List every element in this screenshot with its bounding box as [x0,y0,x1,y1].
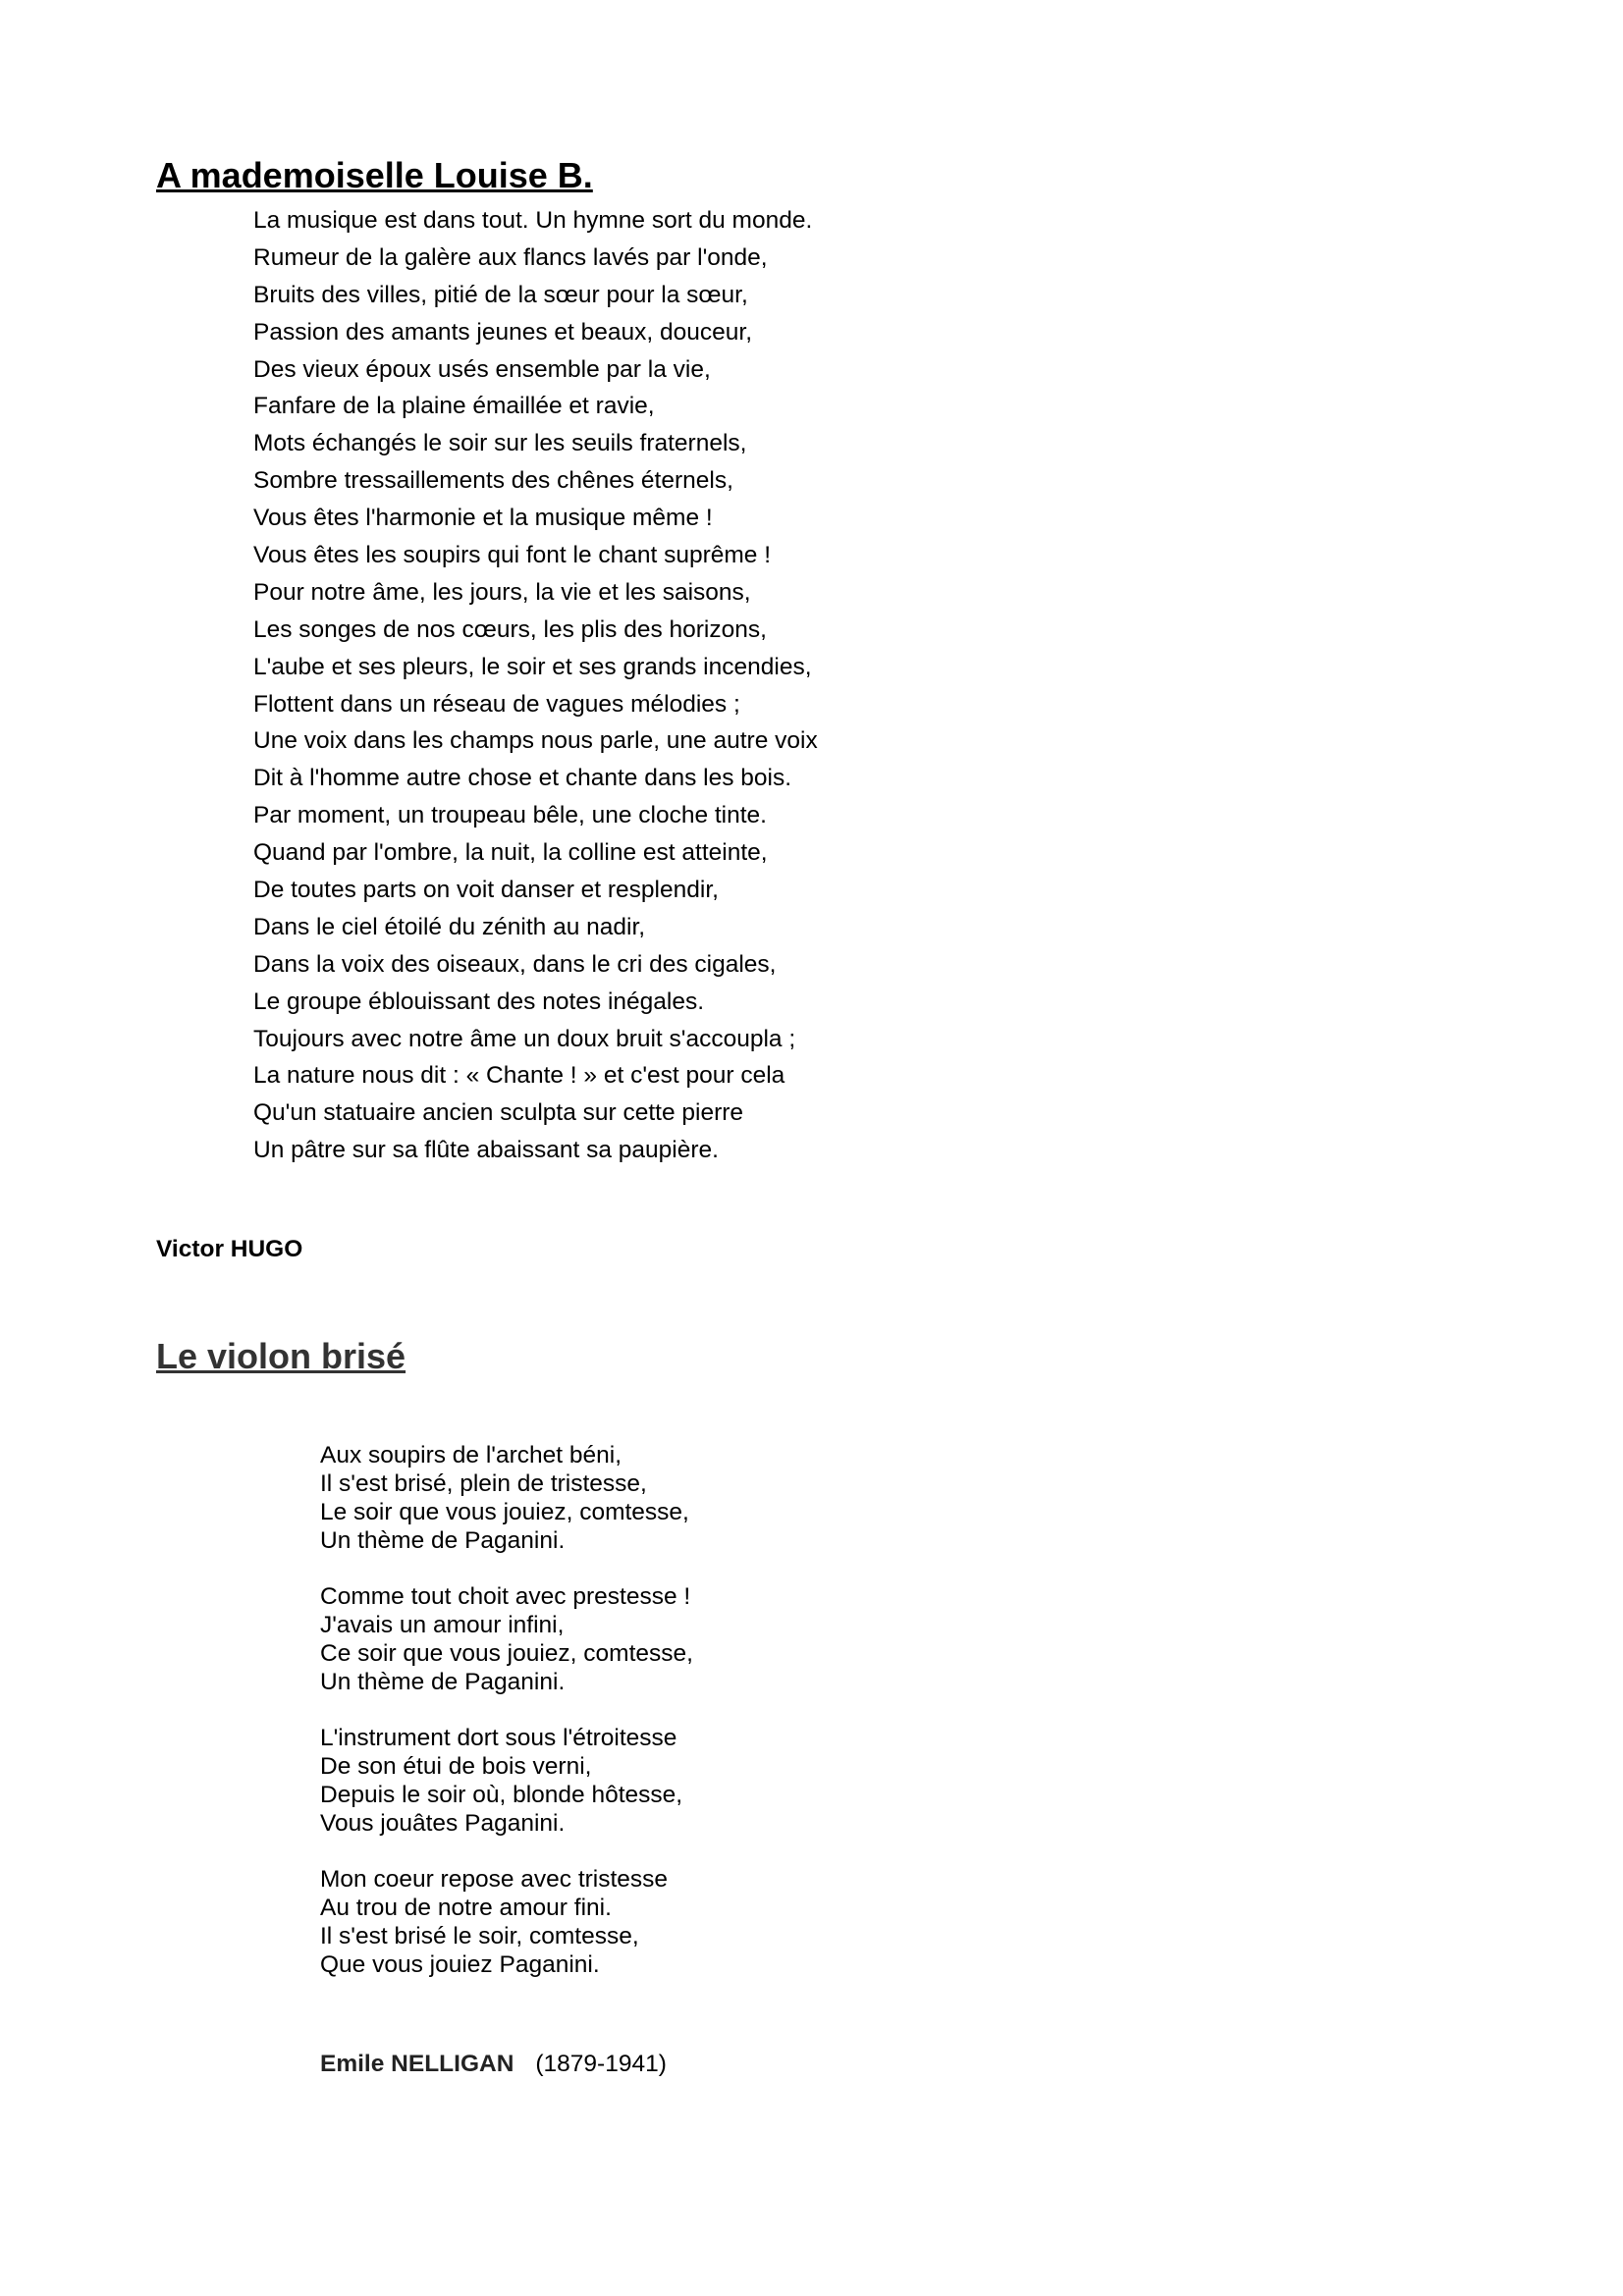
poem-line: Vous jouâtes Paganini. [320,1810,566,1837]
poem-line: Qu'un statuaire ancien sculpta sur cette pierre [253,1099,744,1127]
poem-line: Depuis le soir où, blonde hôtesse, [320,1782,683,1808]
poem-title-louise: A mademoiselle Louise B. [156,155,593,195]
poem-line: Mon coeur repose avec tristesse [320,1866,669,1893]
poem-author-nelligan [320,2050,667,2079]
poem-line: Dit à l'homme autre chose et chante dans les bois. [253,765,792,792]
poem-line: De toutes parts on voit danser et resplendir, [253,877,719,904]
poem-line: La nature nous dit : « Chante ! » et c'est pour cela [253,1062,785,1090]
stanza [320,1441,693,1555]
poem-line: Fanfare de la plaine émaillée et ravie, [253,393,655,420]
poem-line: L'aube et ses pleurs, le soir et ses grands incendies, [253,653,812,680]
poem-line: Toujours avec notre âme un doux bruit s'accoupla ; [253,1025,796,1052]
author-dates: (1879-1941) [535,2051,667,2077]
poem-line: Pour notre âme, les jours, la vie et les saisons, [253,578,751,606]
poem-line: Le groupe éblouissant des notes inégales. [253,988,705,1015]
poem-body-louise [253,202,818,1169]
poem-line: Comme tout choit avec prestesse ! [320,1583,691,1610]
poem-line: Dans la voix des oiseaux, dans le cri des cigales, [253,950,777,978]
poem-line: La musique est dans tout. Un hymne sort du monde. [253,207,813,234]
poem-line: Vous êtes l'harmonie et la musique même ! [253,505,713,532]
poem-line: Mots échangés le soir sur les seuils fraternels, [253,430,747,457]
poem-line: Ce soir que vous jouiez, comtesse, [320,1640,693,1667]
poem-line: Au trou de notre amour fini. [320,1895,612,1921]
poem-title-violon: Le violon brisé [156,1336,406,1376]
author-name: Emile NELLIGAN [320,2051,514,2077]
poem-line: Sombre tressaillements des chênes éternels, [253,467,733,495]
poem-line: Une voix dans les champs nous parle, une autre voix [253,727,818,755]
poem-line: Les songes de nos cœurs, les plis des horizons, [253,615,767,643]
poem-line: Un pâtre sur sa flûte abaissant sa paupière. [253,1137,719,1164]
poem-line: Passion des amants jeunes et beaux, douceur, [253,318,753,346]
poem-line: De son étui de bois verni, [320,1753,592,1780]
poem-line: Bruits des villes, pitié de la sœur pour la sœur, [253,281,748,308]
poem-line: Un thème de Paganini. [320,1527,566,1554]
stanza [320,1724,693,1838]
poem-line: Rumeur de la galère aux flancs lavés par l'onde, [253,243,768,271]
poem-line: Par moment, un troupeau bêle, une cloche tinte. [253,802,767,829]
poem-line: Que vous jouiez Paganini. [320,1951,600,1978]
stanza [320,1582,693,1696]
poem-line: Vous êtes les soupirs qui font le chant suprême ! [253,542,772,569]
poem-line: Quand par l'ombre, la nuit, la colline est atteinte, [253,839,768,867]
poem-line: Dans le ciel étoilé du zénith au nadir, [253,913,646,940]
poem-line: Des vieux époux usés ensemble par la vie, [253,355,711,383]
poem-line: Il s'est brisé, plein de tristesse, [320,1470,647,1497]
poem-line: Le soir que vous jouiez, comtesse, [320,1499,689,1525]
poem-author-hugo: Victor HUGO [156,1236,303,1262]
poem-line: Un thème de Paganini. [320,1669,566,1695]
poem-line: Flottent dans un réseau de vagues mélodies ; [253,690,740,718]
poem-line: L'instrument dort sous l'étroitesse [320,1725,677,1751]
poem-body-violon [320,1441,693,2006]
poem-line: Aux soupirs de l'archet béni, [320,1442,622,1468]
poem-line: Il s'est brisé le soir, comtesse, [320,1923,639,1949]
stanza [320,1865,693,1979]
poem-line: J'avais un amour infini, [320,1612,565,1638]
